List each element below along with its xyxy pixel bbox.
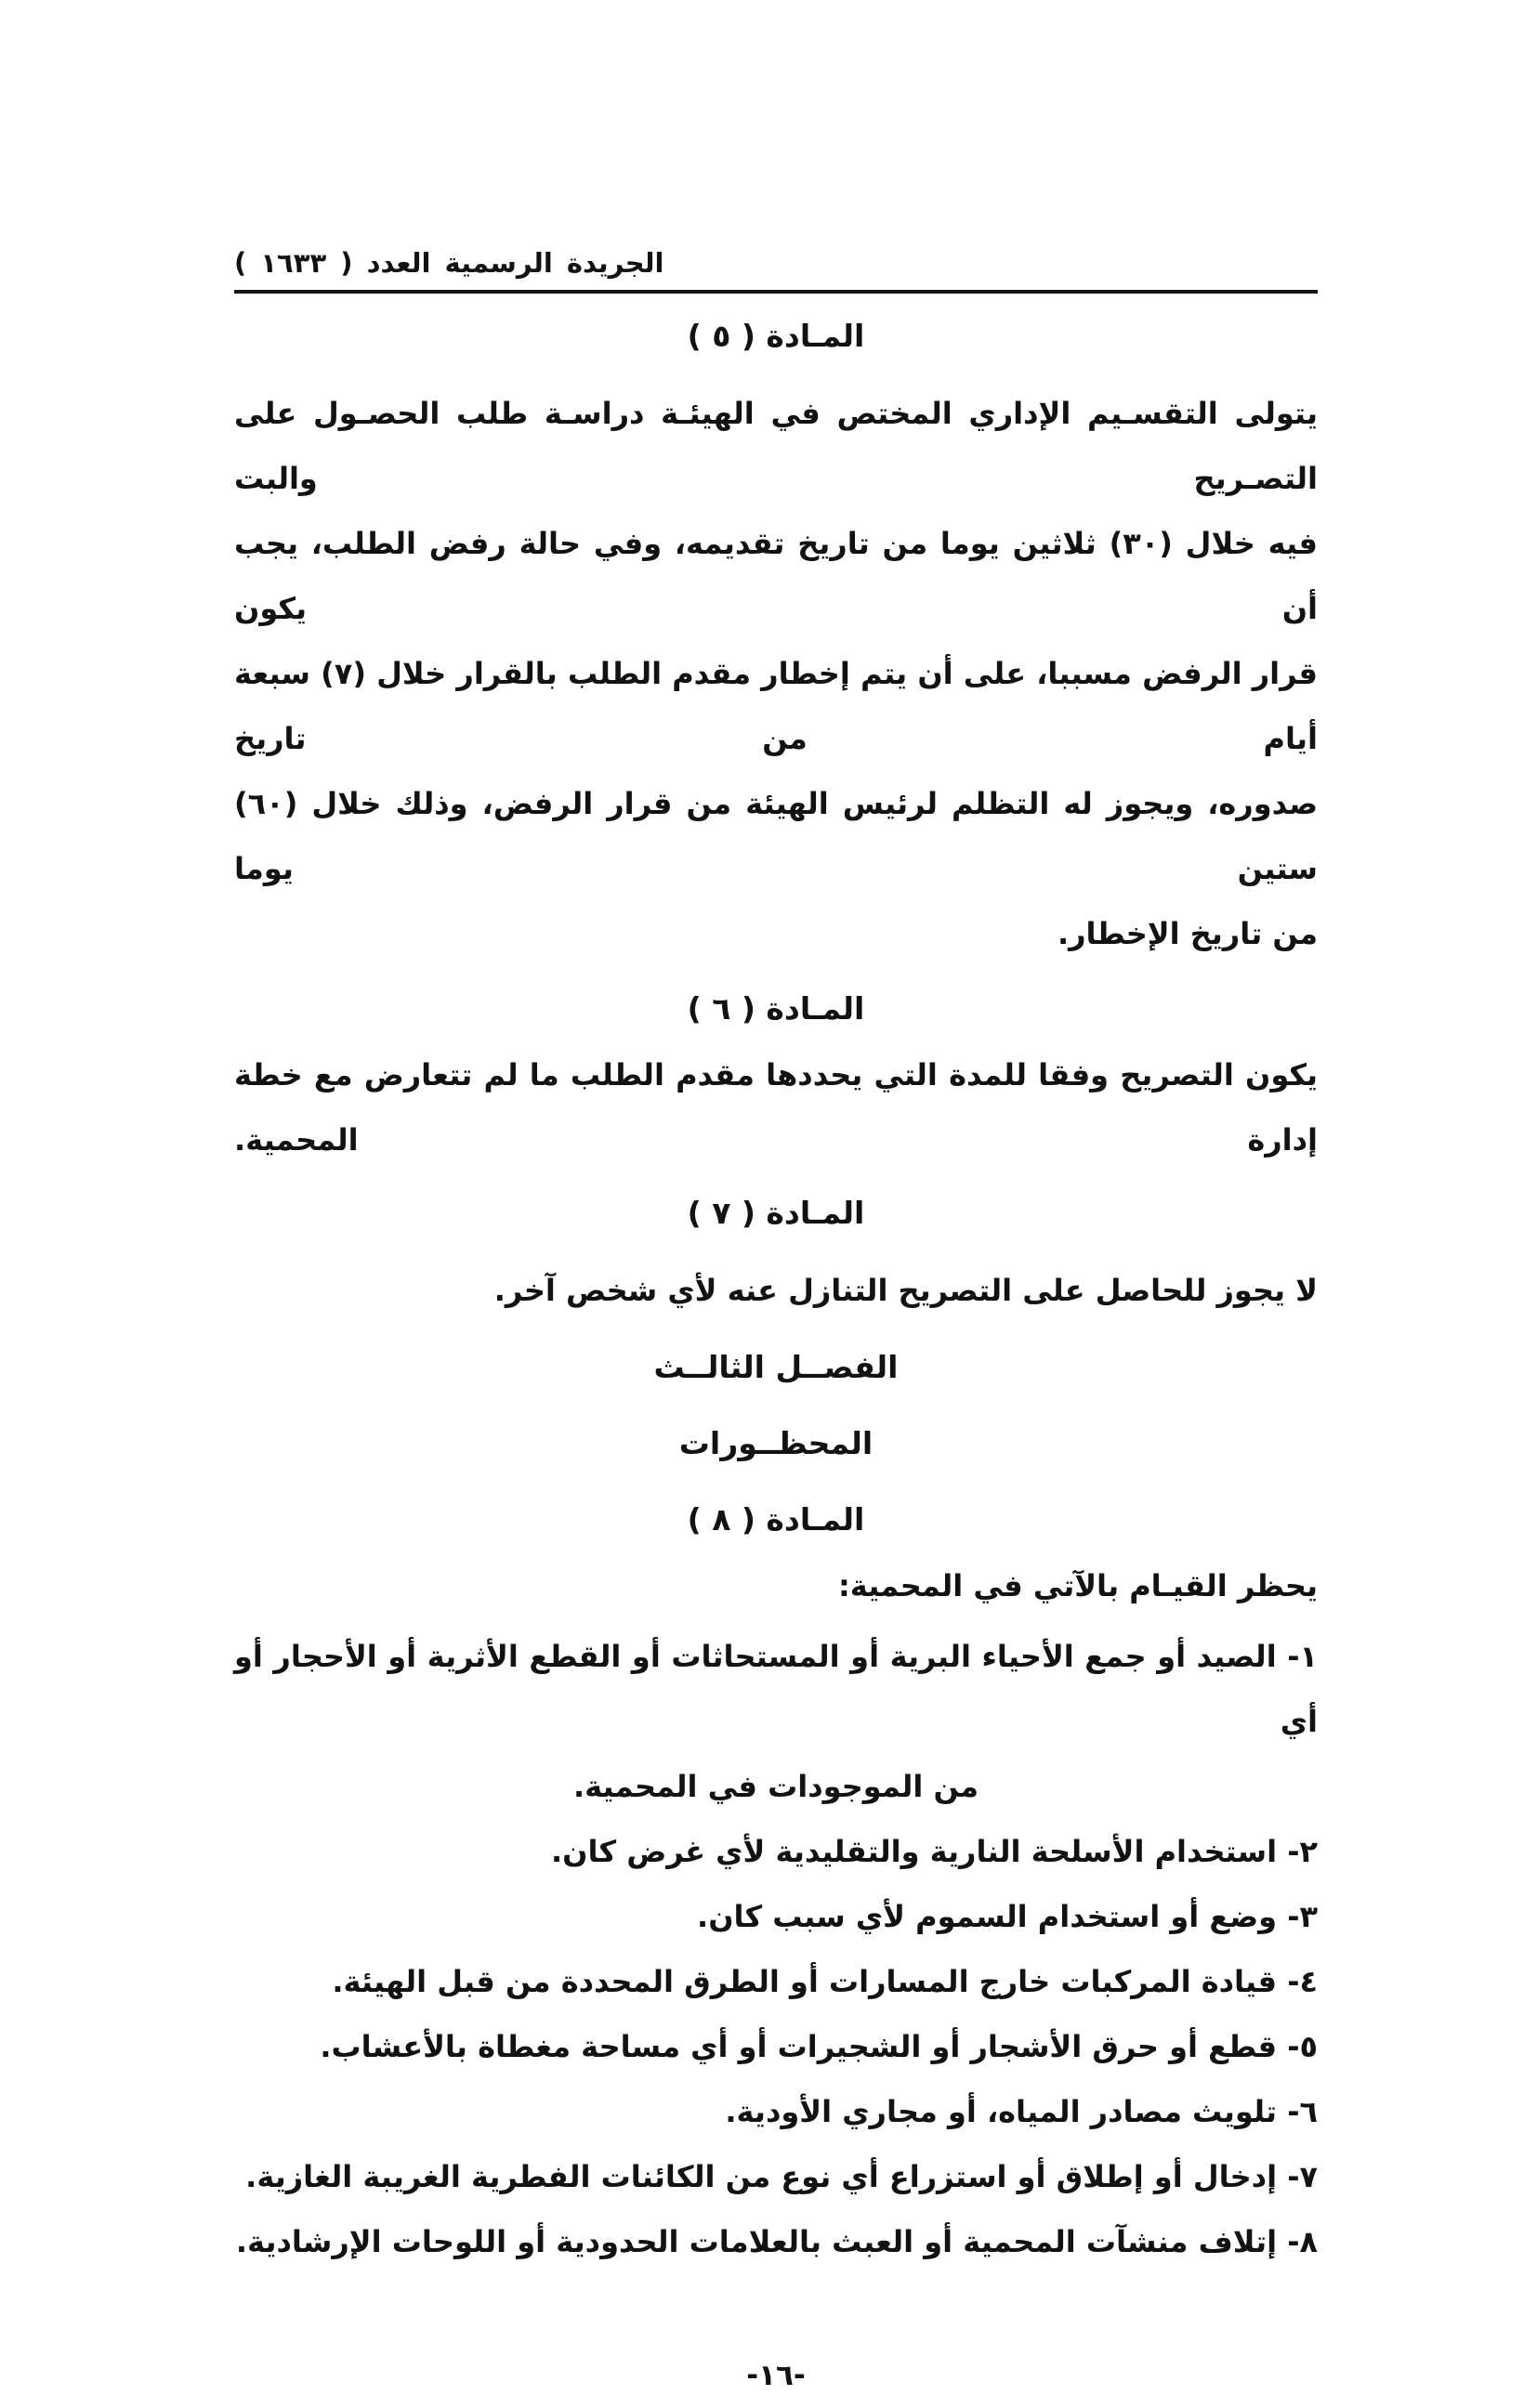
list-item-6: ٦- تلويث مصادر المياه، أو مجاري الأودية. xyxy=(725,2094,1318,2129)
list-item-4: ٤- قيادة المركبات خارج المسارات أو الطرق المحددة من قبل الهيئة. xyxy=(332,1964,1318,1999)
article-6-title: المـادة ( ٦ ) xyxy=(687,990,865,1027)
article-5-title: المـادة ( ٥ ) xyxy=(687,318,865,354)
article-7-title: المـادة ( ٧ ) xyxy=(687,1195,865,1231)
prohibitions-list xyxy=(234,1624,1318,2274)
article-5-line-1: يتولى التقسـيم الإداري المختص في الهيئـة دراسـة طلب الحصـول على التصـريح والبت xyxy=(234,396,1318,496)
list-item-3: ٣- وضع أو استخدام السموم لأي سبب كان. xyxy=(697,1899,1318,1934)
list-item-7: ٧- إدخال أو إطلاق أو استزراع أي نوع من الكائنات الفطرية الغريبة الغازية. xyxy=(245,2159,1318,2194)
article-5-line-3: قرار الرفض مسببا، على أن يتم إخطار مقدم الطلب بالقرار خلال (٧) سبعة أيام من تاريخ xyxy=(234,656,1319,756)
article-6-body: يكون التصريح وفقا للمدة التي يحددها مقدم الطلب ما لم تتعارض مع خطة إدارة المحمية. xyxy=(234,1057,1318,1158)
article-8-title: المـادة ( ٨ ) xyxy=(687,1501,865,1538)
list-item-1-line-1: ١- الصيد أو جمع الأحياء البرية أو المستحاثات أو القطع الأثرية أو الأحجار أو أي xyxy=(234,1639,1318,1739)
header-rule xyxy=(234,290,1318,294)
article-5-line-2: فيه خلال (٣٠) ثلاثين يوما من تاريخ تقديمه، وفي حالة رفض الطلب، يجب أن يكون xyxy=(234,526,1319,626)
chapter-3-title: الفصــل الثالــث xyxy=(653,1349,899,1385)
article-5-line-4: صدوره، ويجوز له التظلم لرئيس الهيئة من قرار الرفض، وذلك خلال (٦٠) ستين يوما xyxy=(234,786,1318,886)
gazette-header: الجريدة الرسمية العدد ( ١٦٣٣ ) xyxy=(234,247,664,279)
list-item-1-line-2: من الموجودات في المحمية. xyxy=(572,1769,979,1804)
page-content xyxy=(234,0,1318,2408)
article-5-body xyxy=(234,381,1318,966)
article-5-line-5: من تاريخ الإخطار. xyxy=(1057,916,1318,951)
list-item-2: ٢- استخدام الأسلحة النارية والتقليدية لأي غرض كان. xyxy=(550,1834,1318,1869)
list-item-8: ٨- إتلاف منشآت المحمية أو العبث بالعلامات الحدودية أو اللوحات الإرشادية. xyxy=(235,2224,1318,2259)
page-number: -١٦- xyxy=(746,2359,806,2392)
list-item-5: ٥- قطع أو حرق الأشجار أو الشجيرات أو أي مساحة مغطاة بالأعشاب. xyxy=(320,2029,1318,2064)
article-7-body: لا يجوز للحاصل على التصريح التنازل عنه لأي شخص آخر. xyxy=(493,1273,1318,1308)
chapter-3-subtitle: المحظــورات xyxy=(678,1425,874,1461)
article-8-intro: يحظر القيـام بالآتي في المحمية: xyxy=(838,1568,1318,1603)
